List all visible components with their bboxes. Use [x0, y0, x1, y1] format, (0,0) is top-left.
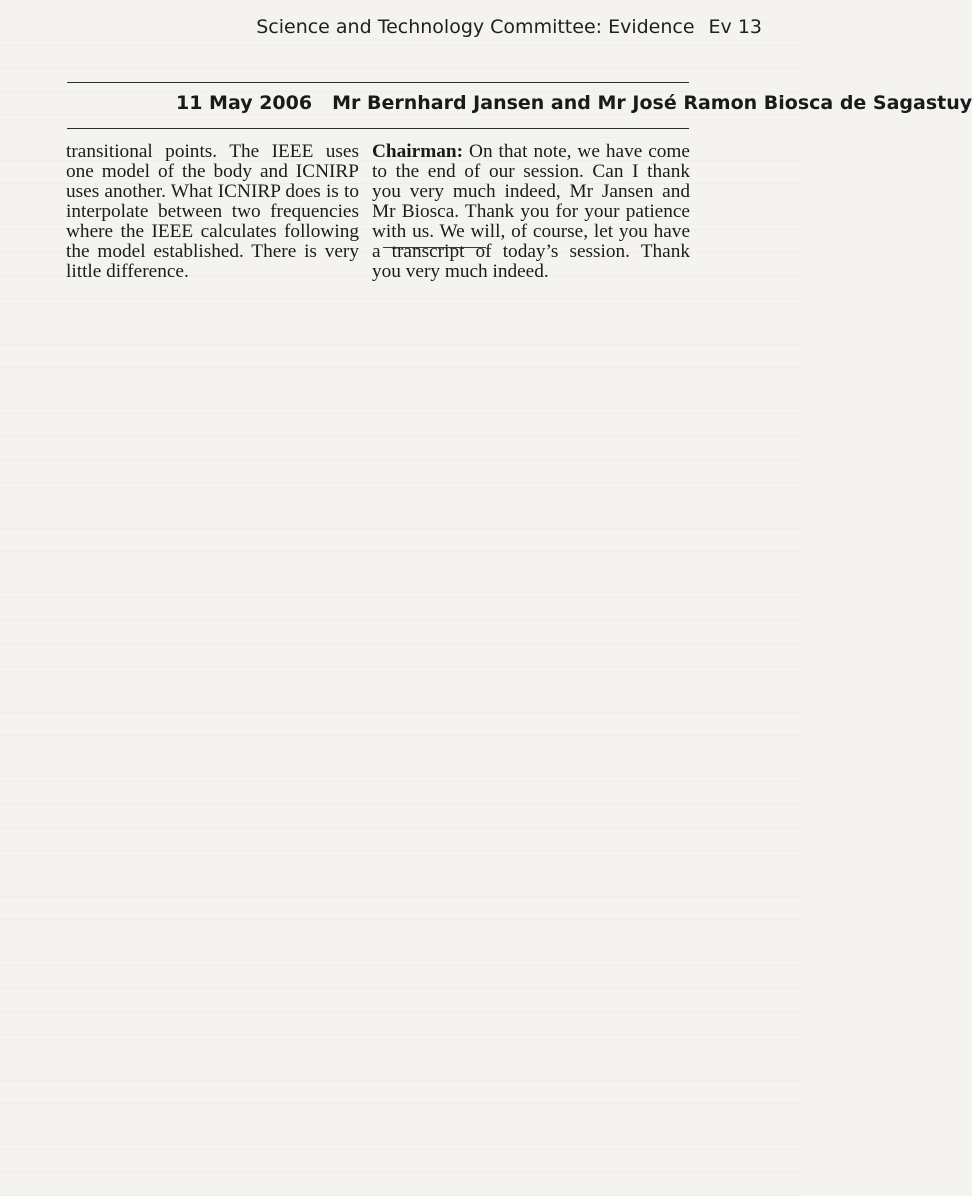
header-rule-top	[67, 82, 689, 83]
session-date: 11 May 2006	[176, 92, 313, 114]
speaker-label: Chairman:	[372, 141, 464, 162]
publication-title: Science and Technology Committee: Evidence	[256, 16, 695, 38]
right-column	[372, 142, 690, 282]
left-column	[66, 142, 359, 282]
end-of-session-rule	[383, 247, 486, 248]
closing-paragraph: On that note, we have come to the end of our session. Can I thank you very much indeed, Mr Jansen and Mr Biosca. Thank you for your patience with us. We will, of course, let you have a transcript of today’s session. Thank you very much indeed.	[372, 141, 690, 282]
running-header	[256, 16, 762, 38]
page-number: Ev 13	[708, 16, 762, 38]
witness-names: Mr Bernhard Jansen and Mr José Ramon Biosca de Sagastuy	[332, 92, 972, 114]
header-rule-bottom	[67, 128, 689, 129]
answer-paragraph: transitional points. The IEEE uses one model of the body and ICNIRP uses another. What ICNIRP does is to interpolate between two frequencies where the IEEE calculates following the model established. There is very little difference.	[66, 141, 359, 282]
session-heading	[176, 92, 972, 114]
